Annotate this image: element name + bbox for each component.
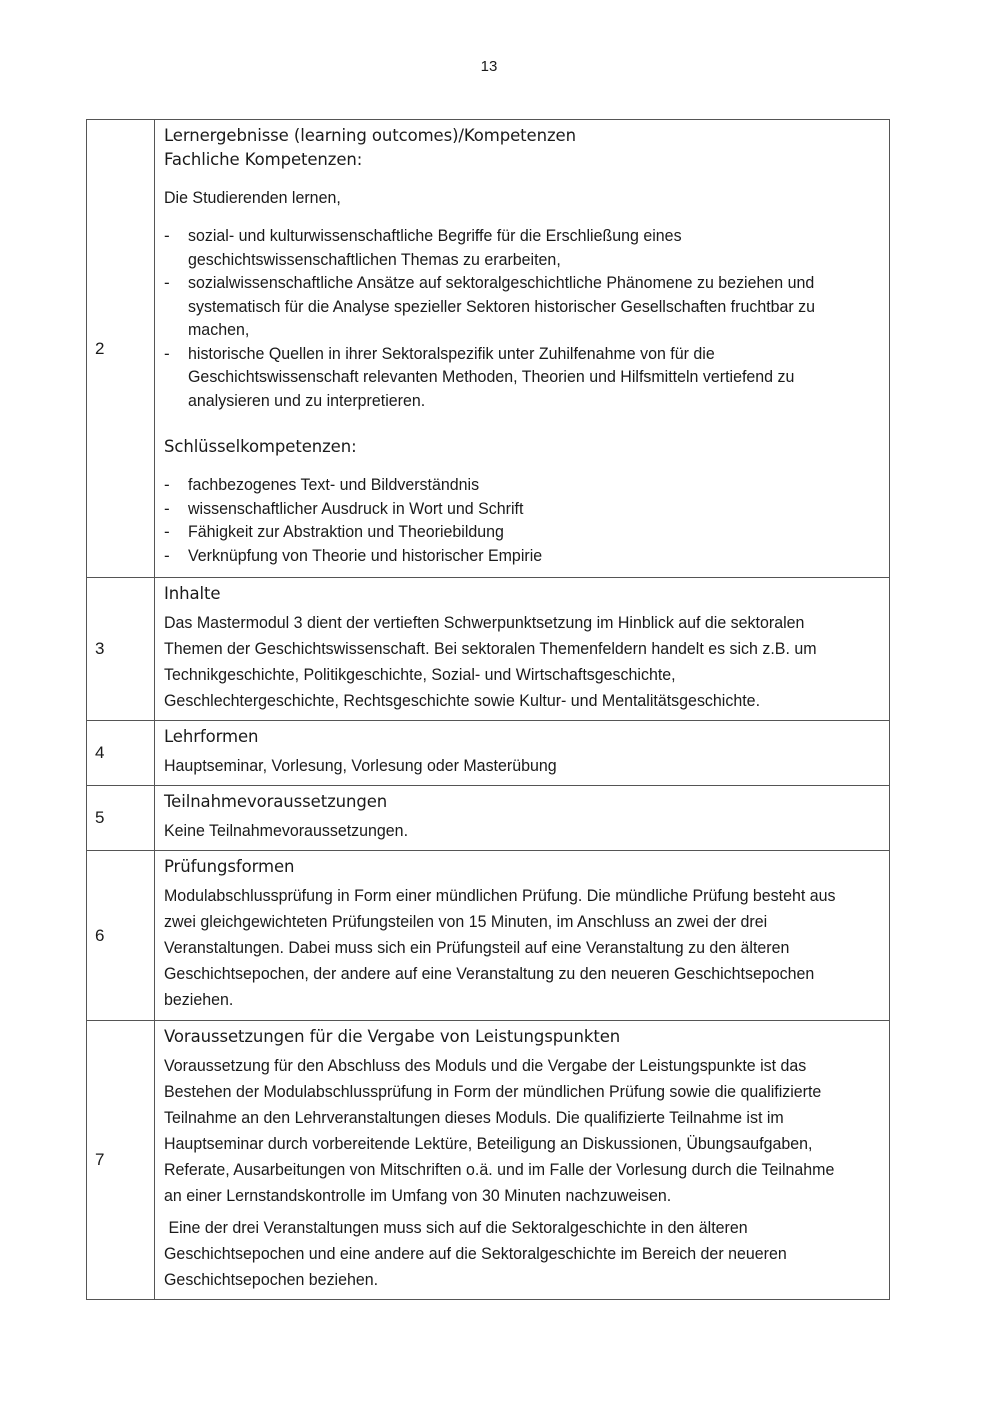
section-title: Inhalte	[164, 584, 221, 603]
list-item-text: Fähigkeit zur Abstraktion und Theoriebildung	[188, 522, 504, 541]
list-item-line: Geschichtswissenschaft relevanten Methoden, Theorien und Hilfsmitteln vertiefend zu	[188, 367, 795, 386]
paragraph-line: Technikgeschichte, Politikgeschichte, Sozial- und Wirtschaftsgeschichte,	[164, 665, 676, 684]
list-item	[164, 473, 879, 497]
table-row	[87, 578, 890, 721]
list-item-text: fachbezogenes Text- und Bildverständnis	[188, 475, 480, 494]
paragraph-line: Hauptseminar durch vorbereitende Lektüre, Beteiligung an Diskussionen, Übungsaufgaben,	[164, 1134, 813, 1153]
intro-text: Die Studierenden lernen,	[164, 188, 341, 207]
list-item-line: historische Quellen in ihrer Sektoralspezifik unter Zuhilfenahme von für die	[188, 343, 715, 363]
paragraph-line: beziehen.	[164, 990, 234, 1009]
row-content	[155, 578, 890, 721]
dash-bullet: -	[164, 273, 170, 292]
dash-bullet: -	[164, 475, 170, 494]
key-competence-title: Schlüsselkompetenzen:	[164, 437, 357, 456]
table-row	[87, 721, 890, 786]
paragraph-line: Modulabschlussprüfung in Form einer mündlichen Prüfung. Die mündliche Prüfung besteht aus	[164, 886, 836, 905]
table-row	[87, 786, 890, 851]
paragraph-line: Hauptseminar, Vorlesung, Vorlesung oder Masterübung	[164, 756, 557, 775]
list-item-line: machen,	[188, 320, 250, 339]
row-number: 2	[87, 120, 155, 578]
paragraph-line: Geschichtsepochen beziehen.	[164, 1270, 379, 1289]
row-content	[155, 721, 890, 786]
list-item-line: systematisch für die Analyse spezieller Sektoren historischer Gesellschaften fruchtbar zu	[188, 296, 816, 316]
row-content	[155, 120, 890, 578]
table-row	[87, 851, 890, 1021]
table-row	[87, 1021, 890, 1300]
list-item	[164, 271, 879, 342]
paragraph-line: Geschichtsepochen, der andere auf eine Veranstaltung zu den neueren Geschichtsepochen	[164, 964, 815, 983]
row-content	[155, 786, 890, 851]
row-number: 6	[87, 851, 155, 1021]
paragraph-line: Voraussetzung für den Abschluss des Moduls und die Vergabe der Leistungspunkte ist das	[164, 1056, 807, 1075]
row-content	[155, 1021, 890, 1300]
section-title: Lehrformen	[164, 727, 259, 746]
section-title: Prüfungsformen	[164, 857, 295, 876]
row-number: 4	[87, 721, 155, 786]
paragraph-line: Keine Teilnahmevoraussetzungen.	[164, 821, 409, 840]
list-item	[164, 497, 879, 521]
paragraph-line: Themen der Geschichtswissenschaft. Bei sektoralen Themenfeldern handelt es sich z.B. um	[164, 639, 817, 658]
key-competence-list	[164, 473, 879, 567]
row-number: 7	[87, 1021, 155, 1300]
paragraph-line: Veranstaltungen. Dabei muss sich ein Prüfungsteil auf eine Veranstaltung zu den älteren	[164, 938, 790, 957]
paragraph-line: Das Mastermodul 3 dient der vertieften Schwerpunktsetzung im Hinblick auf die sektoralen	[164, 613, 805, 632]
table-row	[87, 120, 890, 578]
dash-bullet: -	[164, 343, 170, 363]
list-item-text: wissenschaftlicher Ausdruck in Wort und Schrift	[188, 498, 524, 518]
paragraph-line: Bestehen der Modulabschlussprüfung in Form der mündlichen Prüfung sowie die qualifizierte	[164, 1082, 822, 1101]
paragraph-line: an einer Lernstandskontrolle im Umfang von 30 Minuten nachzuweisen.	[164, 1186, 672, 1205]
dash-bullet: -	[164, 498, 170, 518]
paragraph-line: Eine der drei Veranstaltungen muss sich auf die Sektoralgeschichte in den älteren	[164, 1218, 748, 1237]
dash-bullet: -	[164, 522, 170, 541]
row-content	[155, 851, 890, 1021]
list-item-text: Verknüpfung von Theorie und historischer Empirie	[188, 545, 543, 565]
section-title: Lernergebnisse (learning outcomes)/Kompetenzen	[164, 126, 576, 145]
dash-bullet: -	[164, 545, 170, 565]
list-item	[164, 544, 879, 568]
paragraph-line: zwei gleichgewichteten Prüfungsteilen von 15 Minuten, im Anschluss an zwei der drei	[164, 912, 768, 931]
list-item-line: analysieren und zu interpretieren.	[188, 390, 426, 410]
paragraph-line: Geschlechtergeschichte, Rechtsgeschichte sowie Kultur- und Mentalitätsgeschichte.	[164, 691, 761, 710]
section-subtitle: Fachliche Kompetenzen:	[164, 150, 363, 169]
paragraph-line: Geschichtsepochen und eine andere auf die Sektoralgeschichte im Bereich der neueren	[164, 1244, 787, 1263]
module-table	[86, 119, 890, 1300]
row-number: 5	[87, 786, 155, 851]
section-title: Teilnahmevoraussetzungen	[164, 792, 388, 811]
page-number: 13	[480, 58, 498, 75]
list-item-line: sozial- und kulturwissenschaftliche Begriffe für die Erschließung eines	[188, 226, 682, 245]
list-item-line: geschichtswissenschaftlichen Themas zu erarbeiten,	[188, 249, 561, 269]
row-number: 3	[87, 578, 155, 721]
list-item	[164, 224, 879, 271]
paragraph-line: Teilnahme an den Lehrveranstaltungen dieses Moduls. Die qualifizierte Teilnahme ist im	[164, 1108, 784, 1127]
dash-bullet: -	[164, 226, 170, 245]
paragraph-line: Referate, Ausarbeitungen von Mitschriften o.ä. und im Falle der Vorlesung durch die Teilnahme	[164, 1160, 835, 1179]
list-item	[164, 342, 879, 413]
competence-list	[164, 224, 879, 412]
list-item-line: sozialwissenschaftliche Ansätze auf sektoralgeschichtliche Phänomene zu beziehen und	[188, 273, 815, 292]
section-title: Voraussetzungen für die Vergabe von Leistungspunkten	[164, 1027, 621, 1046]
list-item	[164, 520, 879, 544]
